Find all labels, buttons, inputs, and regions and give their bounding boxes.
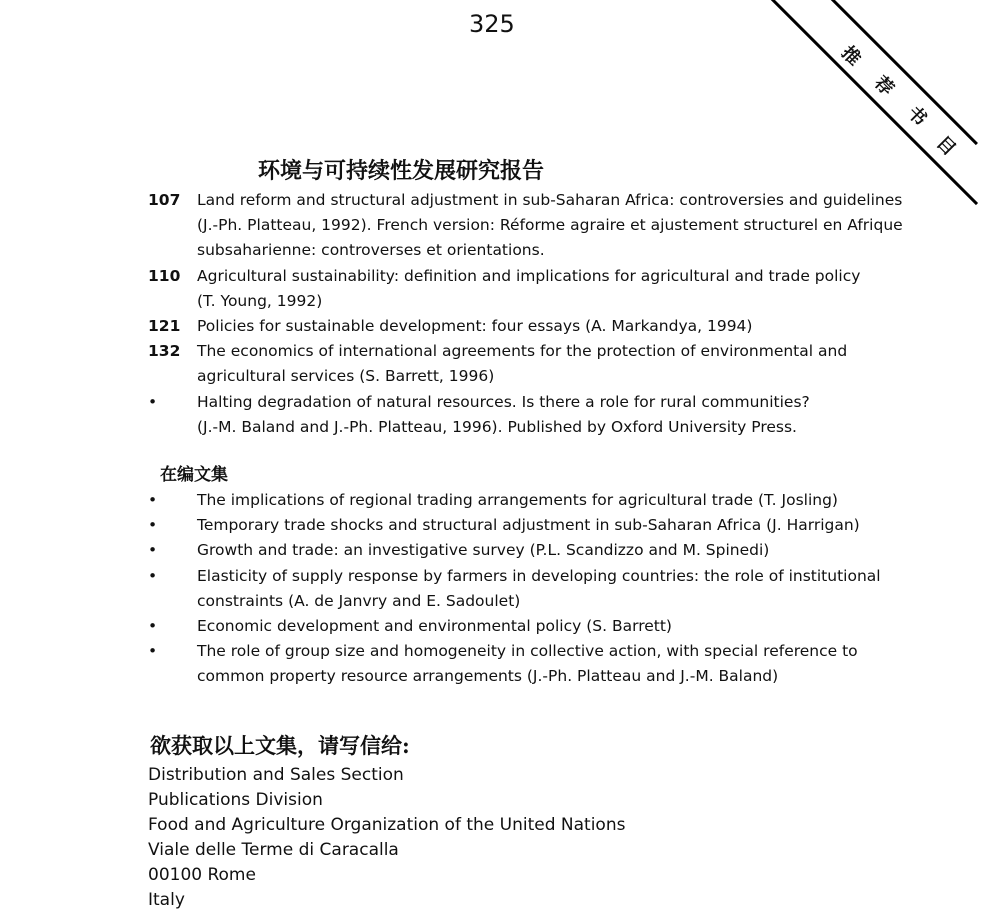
report-number: 132 [148, 342, 181, 361]
list-item-text: agricultural services (S. Barrett, 1996) [197, 367, 495, 386]
address-line: Italy [148, 890, 185, 910]
report-number: 121 [148, 317, 181, 335]
banner-line [831, 0, 978, 145]
list-item-text: The implications of regional trading arrangements for agricultural trade (T. Josling) [197, 491, 838, 509]
section-title: 在编文集 [160, 465, 228, 485]
list-item-text: Economic development and environmental policy (S. Barrett) [197, 617, 672, 635]
address-line: 00100 Rome [148, 865, 256, 885]
list-item-text: (T. Young, 1992) [197, 291, 323, 310]
address-line: Food and Agriculture Organization of the United Nations [148, 815, 626, 835]
bullet: • [148, 491, 158, 509]
list-item-text: Growth and trade: an investigative survey (P.L. Scandizzo and M. Spinedi) [197, 541, 770, 560]
bullet: • [148, 392, 158, 411]
page-number: 325 [469, 10, 515, 38]
list-item-text: common property resource arrangements (J.-Ph. Platteau and J.-M. Baland) [197, 667, 779, 686]
address-line: Viale delle Terme di Caracalla [148, 840, 399, 860]
list-item-text: The economics of international agreements for the protection of environmental and [197, 342, 848, 361]
bullet: • [148, 541, 158, 560]
list-item-text: The role of group size and homogeneity in collective action, with special reference to [197, 642, 858, 661]
list-item-text: (J.-M. Baland and J.-Ph. Platteau, 1996). Published by Oxford University Press. [197, 417, 797, 436]
banner-char: 书 [903, 102, 931, 130]
bullet: • [148, 617, 158, 635]
address-line: Distribution and Sales Section [148, 765, 404, 785]
list-item-text: Halting degradation of natural resources. Is there a role for rural communities? [197, 392, 810, 411]
bullet: • [148, 642, 158, 661]
banner-line [771, 0, 978, 205]
banner-char: 荐 [870, 72, 898, 100]
list-item-text: subsaharienne: controverses et orientations. [197, 241, 545, 260]
banner-char: 推 [837, 42, 865, 70]
list-item-text: Agricultural sustainability: definition and implications for agricultural and trade policy [197, 266, 861, 285]
list-item-text: Land reform and structural adjustment in sub-Saharan Africa: controversies and guidelines [197, 191, 903, 209]
report-number: 110 [148, 266, 181, 285]
list-item-text: Temporary trade shocks and structural adjustment in sub-Saharan Africa (J. Harrigan) [197, 516, 860, 535]
contact-title: 欲获取以上文集，请写信给: [150, 733, 410, 758]
address-line: Publications Division [148, 790, 323, 810]
banner-char: 目 [932, 132, 960, 160]
bullet: • [148, 516, 158, 535]
list-item-text: Policies for sustainable development: four essays (A. Markandya, 1994) [197, 317, 753, 335]
report-number: 107 [148, 191, 181, 209]
bullet: • [148, 566, 158, 585]
list-item-text: constraints (A. de Janvry and E. Sadoulet) [197, 591, 521, 610]
list-item-text: (J.-Ph. Platteau, 1992). French version: Réforme agraire et ajustement structurel en Afrique [197, 216, 903, 235]
section-title: 环境与可持续性发展研究报告 [258, 158, 545, 184]
list-item-text: Elasticity of supply response by farmers in developing countries: the role of institutional [197, 566, 881, 585]
